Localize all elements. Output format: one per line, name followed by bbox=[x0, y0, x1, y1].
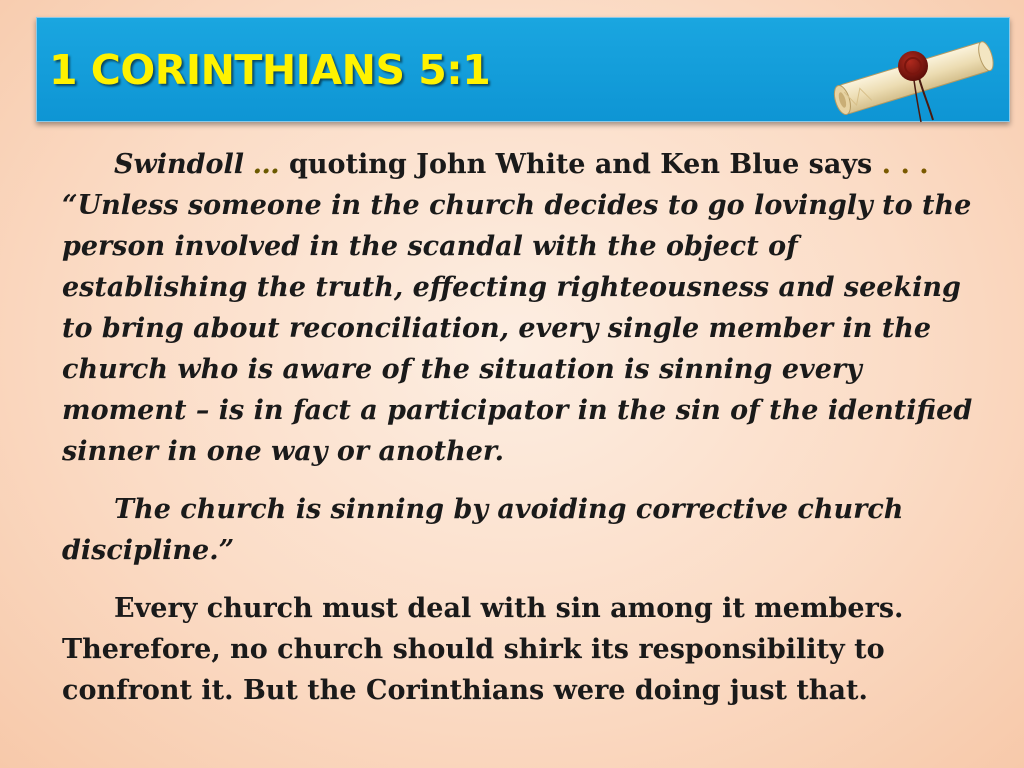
ellipsis: … bbox=[252, 149, 280, 180]
slide-body bbox=[62, 144, 982, 711]
slide-title: 1 CORINTHIANS 5:1 bbox=[49, 46, 491, 94]
church-sinning-text: The church is sinning by avoiding corrective church discipline.” bbox=[62, 494, 904, 566]
paragraph-swindoll-quote bbox=[62, 144, 982, 472]
quote-intro: quoting John White and Ken Blue says bbox=[279, 149, 882, 180]
title-bar bbox=[36, 17, 1010, 122]
paragraph-church-sinning bbox=[62, 489, 982, 571]
every-church-text: Every church must deal with sin among it members. Therefore, no church should shirk its responsibility to confront it. But the Corinthians were doing just that. bbox=[62, 593, 904, 706]
quote-dots: . . . bbox=[881, 149, 929, 180]
scroll-icon bbox=[821, 28, 1001, 124]
paragraph-every-church bbox=[62, 588, 982, 711]
quote-text: “Unless someone in the church decides to go lovingly to the person involved in the scandal with the object of establishing the truth, effecting righteousness and seeking to bring about reconciliation, every single member in the church who is aware of the situation is sinning every moment – is in fact a participator in the sin of the identified sinner in one way or another. bbox=[62, 190, 973, 467]
author-name: Swindoll bbox=[114, 149, 245, 180]
